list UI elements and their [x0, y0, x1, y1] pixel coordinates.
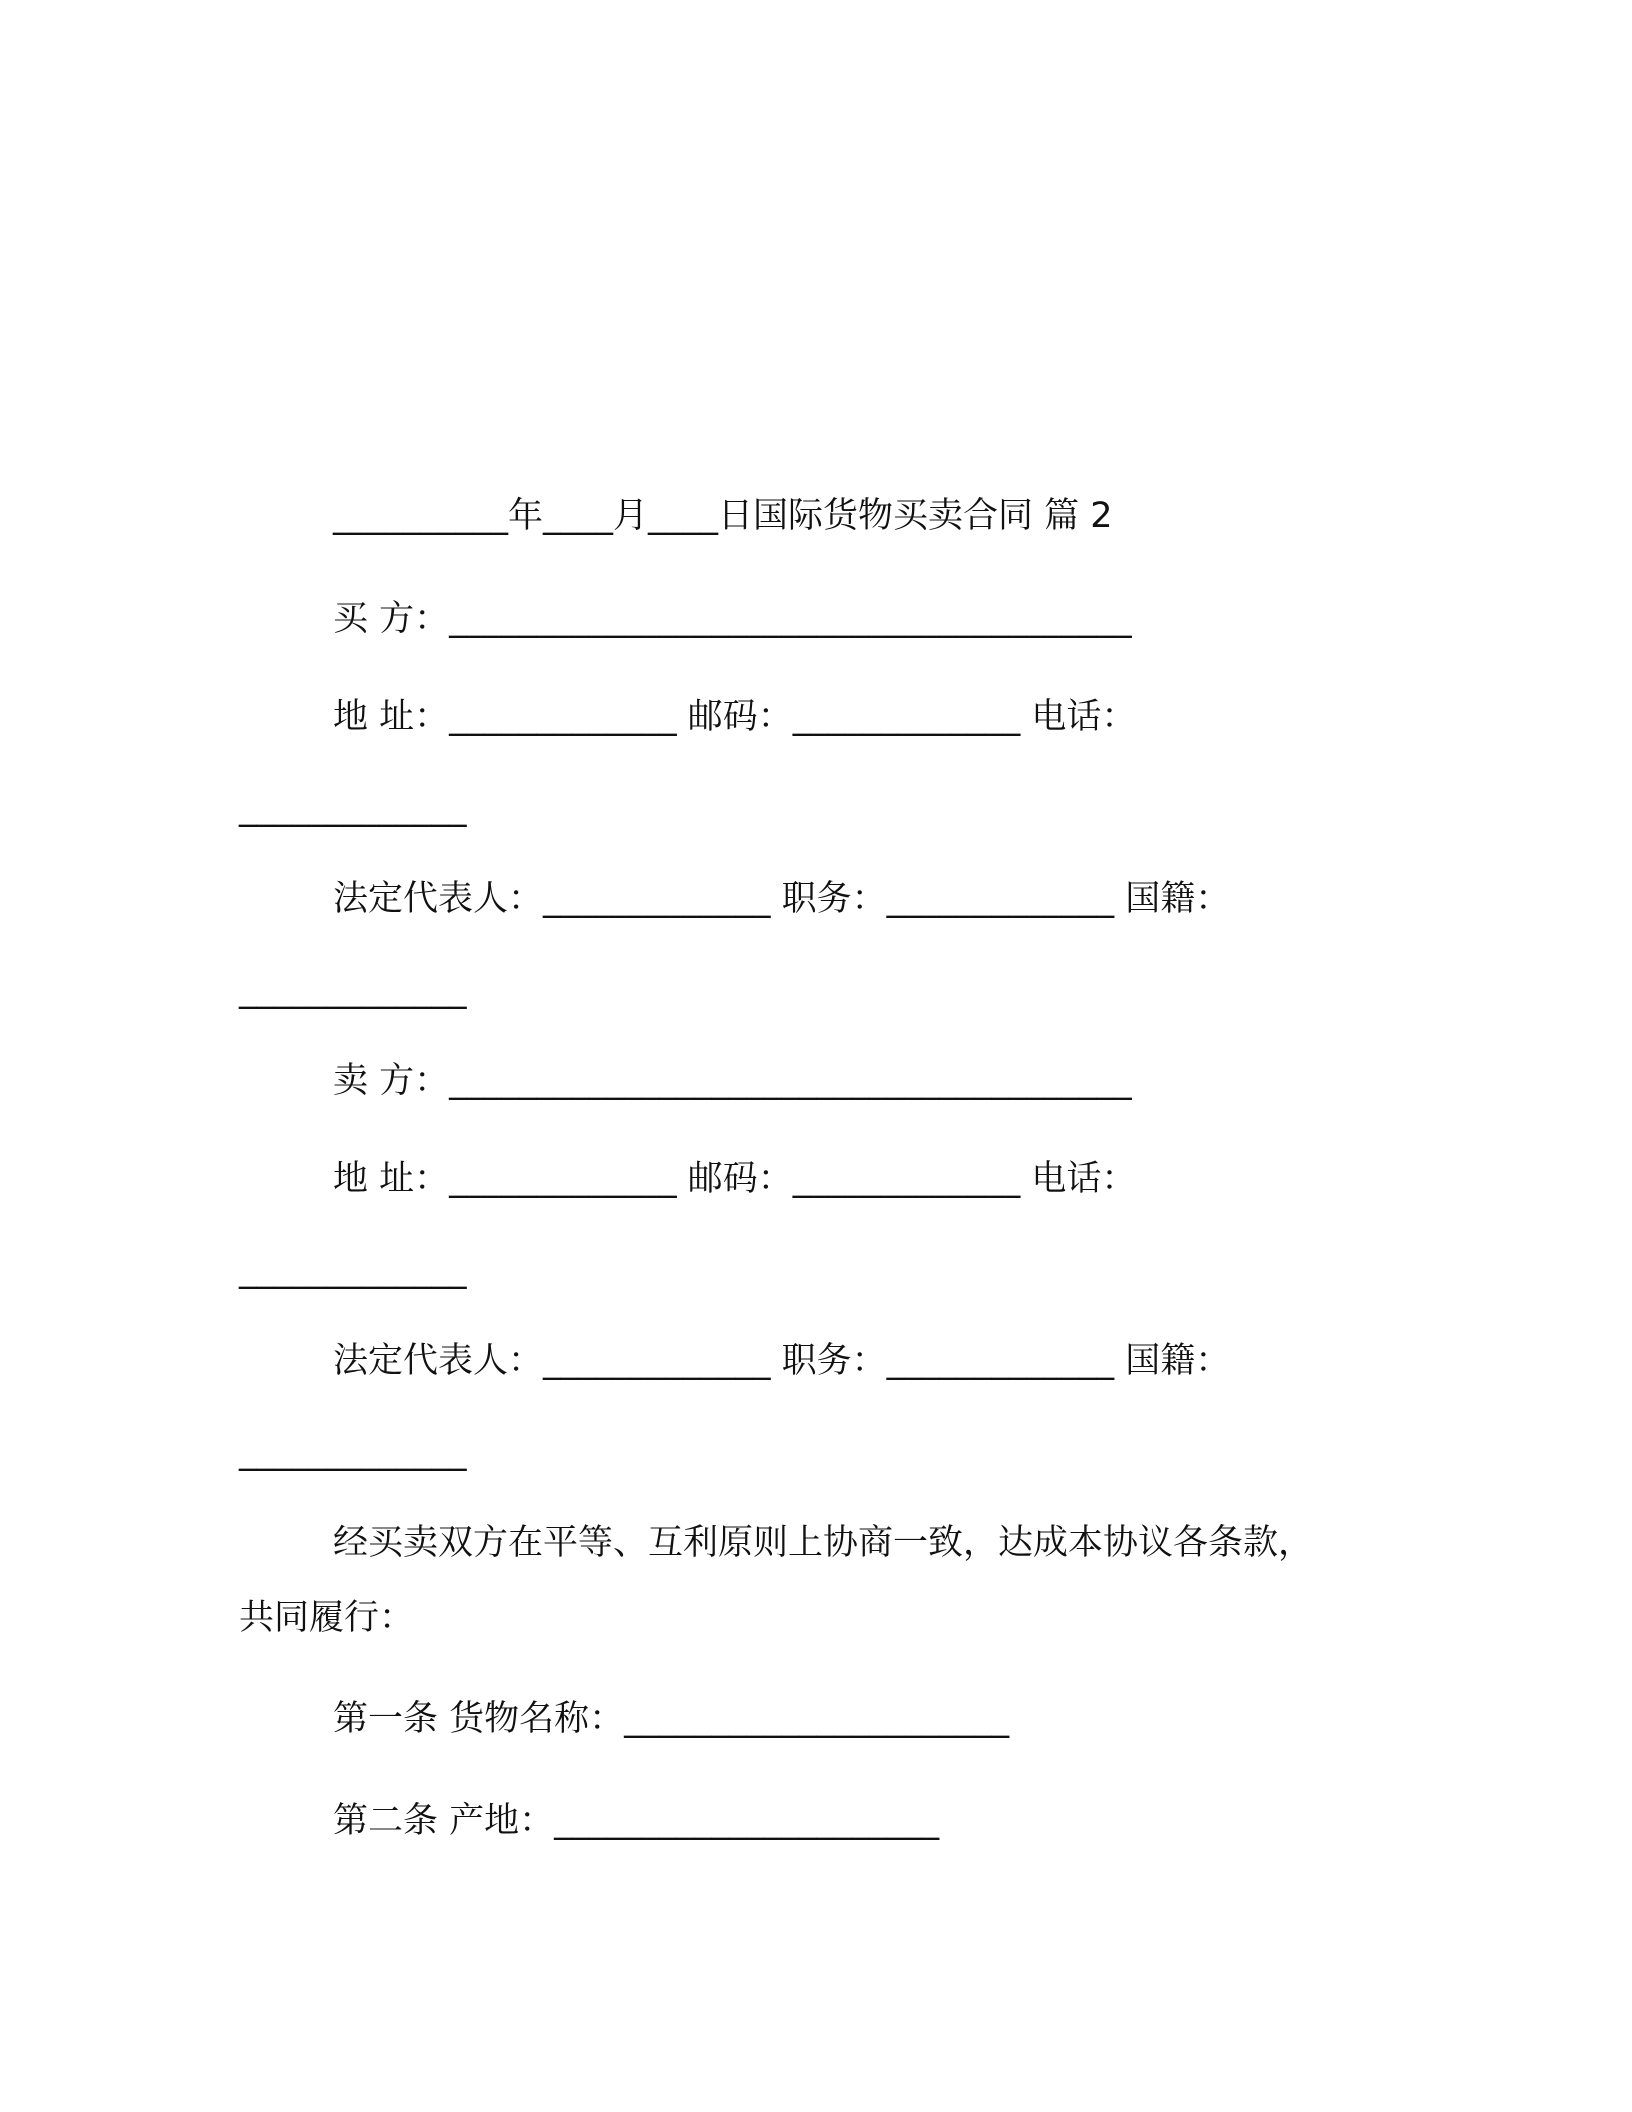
seller-representative-line: 法定代表人：_____________ 职务：_____________ 国籍： — [333, 1341, 1231, 1381]
buyer-name-line: 买 方：_______________________________________ — [333, 599, 1132, 639]
preamble-line-1: 经买卖双方在平等、互利原则上协商一致，达成本协议各条款， — [333, 1523, 1314, 1563]
contract-title: __________年____月____日国际货物买卖合同 篇 2 — [333, 496, 1113, 536]
buyer-nationality-blank: _____________ — [239, 970, 467, 1010]
seller-nationality-blank: _____________ — [239, 1432, 467, 1472]
buyer-phone-blank: _____________ — [239, 788, 467, 828]
seller-phone-blank: _____________ — [239, 1250, 467, 1290]
seller-address-line: 地 址：_____________ 邮码：_____________ 电话： — [333, 1159, 1137, 1199]
buyer-representative-line: 法定代表人：_____________ 职务：_____________ 国籍： — [333, 879, 1231, 919]
seller-name-line: 卖 方：_______________________________________ — [333, 1061, 1132, 1101]
article-2: 第二条 产地：______________________ — [333, 1801, 940, 1841]
buyer-address-line: 地 址：_____________ 邮码：_____________ 电话： — [333, 697, 1137, 737]
article-1: 第一条 货物名称：______________________ — [333, 1699, 1010, 1739]
preamble-line-2: 共同履行： — [239, 1598, 415, 1638]
